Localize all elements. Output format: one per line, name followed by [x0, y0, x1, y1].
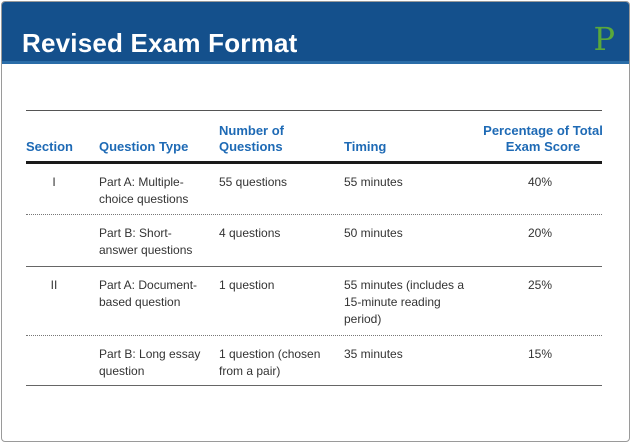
cell-number: 1 question (chosen from a pair) — [219, 347, 321, 378]
cell-percentage: 20% — [527, 226, 553, 240]
cell-timing: 35 minutes — [344, 347, 403, 361]
cell-question-type: Part A: Document-based question — [99, 278, 198, 309]
cell-question-type: Part B: Short-answer questions — [99, 226, 193, 257]
table-bottom-rule — [26, 385, 602, 386]
table-row — [26, 267, 602, 335]
cell-percentage: 15% — [527, 347, 553, 361]
table-header-row — [26, 111, 602, 161]
cell-section: II — [50, 278, 58, 292]
exam-format-table — [26, 110, 602, 386]
page-title: Revised Exam Format — [22, 28, 298, 58]
header-section: Section — [26, 139, 73, 154]
cell-percentage: 25% — [527, 278, 553, 292]
header-question-type: Question Type — [99, 139, 189, 154]
cell-timing: 55 minutes (includes a 15-minute reading period) — [344, 278, 465, 326]
table-row — [26, 164, 602, 214]
cell-number: 4 questions — [219, 226, 281, 240]
cell-number: 55 questions — [219, 175, 288, 189]
table-row — [26, 336, 602, 385]
header-percentage: Percentage of Total Exam Score — [483, 123, 603, 154]
header-number-of-questions: Number of Questions — [219, 123, 284, 154]
header-bar — [2, 2, 629, 64]
table-row — [26, 215, 602, 266]
cell-number: 1 question — [219, 278, 275, 292]
header-timing: Timing — [344, 139, 387, 154]
slide — [1, 1, 630, 442]
cell-timing: 55 minutes — [344, 175, 403, 189]
brand-logo: P — [593, 20, 615, 58]
cell-section: I — [52, 175, 56, 189]
cell-question-type: Part A: Multiple-choice questions — [99, 175, 189, 206]
cell-question-type: Part B: Long essay question — [99, 347, 201, 378]
cell-timing: 50 minutes — [344, 226, 403, 240]
cell-percentage: 40% — [527, 175, 553, 189]
